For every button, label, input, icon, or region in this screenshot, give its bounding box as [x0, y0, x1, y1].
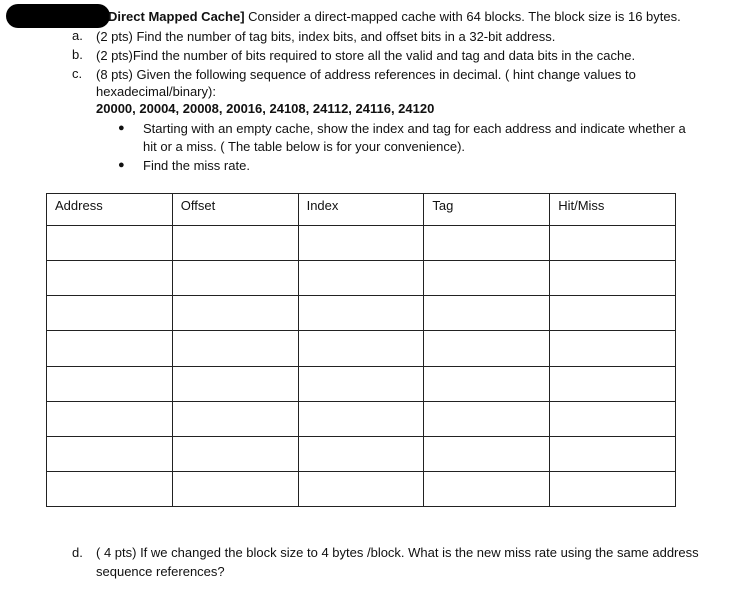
bullet-1-icon: ● — [118, 122, 125, 134]
item-b-text: (2 pts)Find the number of bits required to store all the valid and tag and data bits in the cache. — [96, 48, 636, 63]
table-row — [47, 331, 676, 366]
item-d-line1: ( 4 pts) If we changed the block size to 4 bytes /block. What is the new miss rate using the same address — [96, 545, 699, 560]
table-cell[interactable] — [298, 331, 424, 366]
table-cell[interactable] — [47, 226, 173, 261]
header-hit-miss: Hit/Miss — [550, 194, 676, 226]
table-cell[interactable] — [424, 331, 550, 366]
table-cell[interactable] — [424, 226, 550, 261]
table-cell[interactable] — [298, 226, 424, 261]
table-cell[interactable] — [172, 471, 298, 506]
table-row — [47, 366, 676, 401]
table-cell[interactable] — [172, 436, 298, 471]
table-row — [47, 436, 676, 471]
table-row — [47, 401, 676, 436]
header-index: Index — [298, 194, 424, 226]
table-cell[interactable] — [550, 401, 676, 436]
item-b-mark: b. — [72, 47, 83, 62]
table-cell[interactable] — [550, 436, 676, 471]
table-cell[interactable] — [550, 471, 676, 506]
table-cell[interactable] — [47, 471, 173, 506]
table-body — [47, 226, 676, 507]
table-cell[interactable] — [550, 331, 676, 366]
table-cell[interactable] — [172, 401, 298, 436]
table-cell[interactable] — [550, 226, 676, 261]
table-cell[interactable] — [550, 261, 676, 296]
header-tag: Tag — [424, 194, 550, 226]
header-offset: Offset — [172, 194, 298, 226]
item-c-text: (8 pts) Given the following sequence of address references in decimal. ( hint change values to — [96, 67, 636, 82]
table-cell[interactable] — [47, 366, 173, 401]
table-cell[interactable] — [298, 296, 424, 331]
cache-table — [46, 193, 676, 507]
table-cell[interactable] — [298, 471, 424, 506]
table-cell[interactable] — [172, 226, 298, 261]
table-cell[interactable] — [172, 331, 298, 366]
bullet-1-line1: Starting with an empty cache, show the index and tag for each address and indicate whether a — [143, 121, 686, 136]
table-cell[interactable] — [298, 366, 424, 401]
item-c-text-cont: hexadecimal/binary): — [96, 84, 216, 99]
item-a-text: (2 pts) Find the number of tag bits, index bits, and offset bits in a 32-bit address. — [96, 29, 556, 44]
table-cell[interactable] — [47, 296, 173, 331]
table-cell[interactable] — [298, 261, 424, 296]
problem-title — [108, 8, 681, 25]
header-address: Address — [47, 194, 173, 226]
table-cell[interactable] — [47, 331, 173, 366]
table-cell[interactable] — [47, 436, 173, 471]
table-cell[interactable] — [47, 261, 173, 296]
item-d-mark: d. — [72, 545, 83, 560]
problem-title-bold: Direct Mapped Cache] — [108, 9, 245, 24]
table-cell[interactable] — [298, 436, 424, 471]
bullet-2-icon: ● — [118, 159, 125, 171]
table-header-row — [47, 194, 676, 226]
redaction-mark — [6, 4, 110, 28]
table-cell[interactable] — [424, 401, 550, 436]
table-row — [47, 226, 676, 261]
table-cell[interactable] — [298, 401, 424, 436]
table-cell[interactable] — [172, 296, 298, 331]
table-cell[interactable] — [424, 471, 550, 506]
table-row — [47, 261, 676, 296]
item-d-line2: sequence references? — [96, 564, 225, 579]
table-cell[interactable] — [47, 401, 173, 436]
item-c-mark: c. — [72, 66, 83, 81]
table-cell[interactable] — [424, 261, 550, 296]
item-a-mark: a. — [72, 28, 83, 43]
problem-title-rest: Consider a direct-mapped cache with 64 blocks. The block size is 16 bytes. — [244, 9, 681, 24]
table-row — [47, 296, 676, 331]
table-cell[interactable] — [550, 296, 676, 331]
address-sequence: 20000, 20004, 20008, 20016, 24108, 24112, 24116, 24120 — [96, 101, 435, 116]
table-row — [47, 471, 676, 506]
table-cell[interactable] — [172, 261, 298, 296]
table-cell[interactable] — [424, 436, 550, 471]
bullet-2-line1: Find the miss rate. — [143, 158, 250, 173]
table-cell[interactable] — [424, 366, 550, 401]
bullet-1-line2: hit or a miss. ( The table below is for your convenience). — [143, 139, 466, 154]
table-cell[interactable] — [172, 366, 298, 401]
table-cell[interactable] — [424, 296, 550, 331]
table-cell[interactable] — [550, 366, 676, 401]
